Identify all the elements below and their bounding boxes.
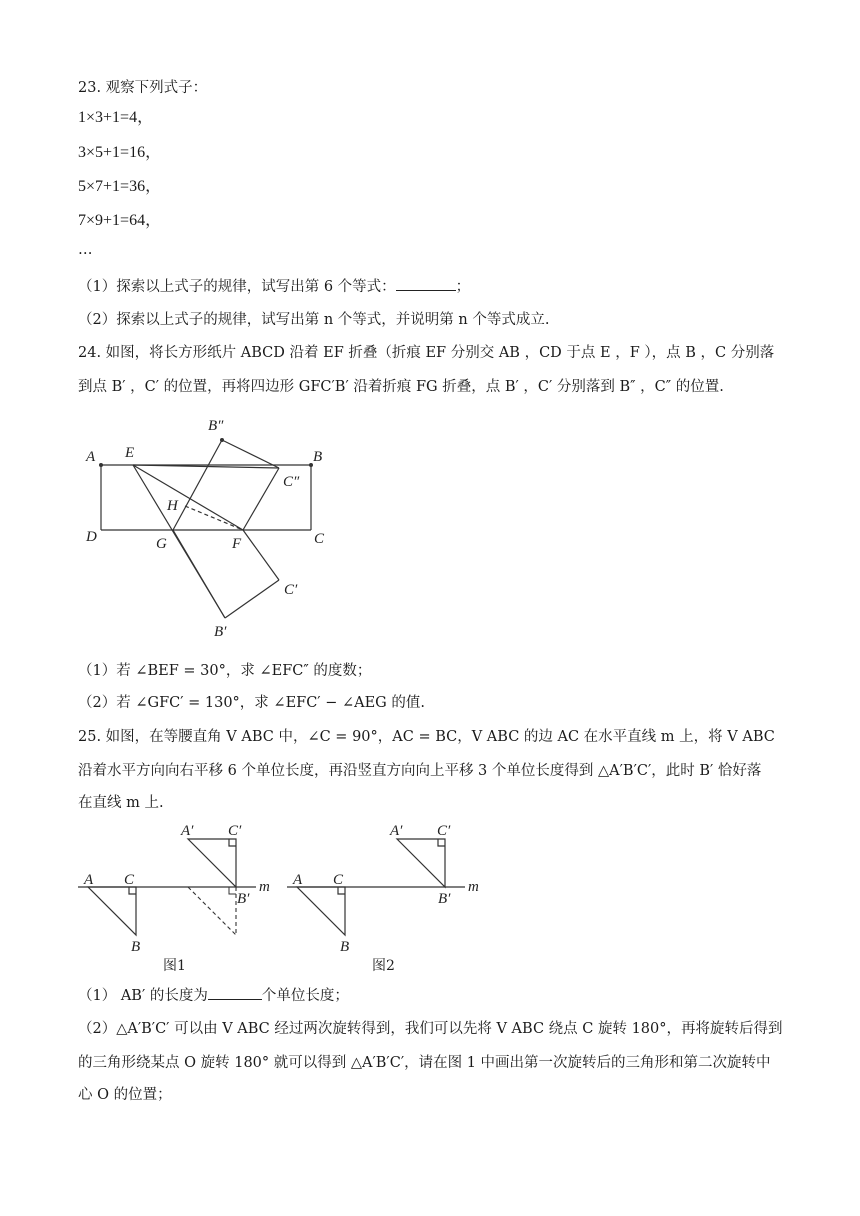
q23-ellipsis: …: [78, 242, 93, 258]
q25-part1: [78, 985, 349, 1006]
fig2-label-B1: B′: [438, 891, 451, 907]
fig24-label-A: A: [86, 449, 96, 465]
q23-part1-end: ；: [455, 279, 471, 295]
fig24-label-B1: B′: [214, 624, 227, 640]
fig1-label-A1: A′: [181, 823, 194, 839]
q25-answer-blank[interactable]: [208, 985, 262, 1000]
fig2-label-B: B: [340, 939, 350, 955]
fig24-label-E: E: [125, 445, 135, 461]
fig2-label-C: C: [333, 872, 344, 888]
fig2-caption: 图2: [372, 958, 395, 974]
q23-eq-3: 5×7+1=36，: [78, 178, 162, 195]
fig2-label-C1: C′: [437, 823, 451, 839]
q23-eq-4: 7×9+1=64，: [78, 212, 162, 229]
fig2-label-A1: A′: [390, 823, 403, 839]
fig24-label-G: G: [156, 536, 167, 552]
q23-part1: [78, 276, 470, 297]
fig1-label-A: A: [84, 872, 94, 888]
q23-answer-blank[interactable]: [396, 276, 456, 291]
fig1-label-C1: C′: [228, 823, 242, 839]
fig24-label-B: B: [313, 449, 323, 465]
fig24-label-H: H: [167, 498, 178, 514]
q25-figures: [70, 815, 490, 980]
fig1-caption: 图1: [163, 958, 186, 974]
q25-part2-line3: 心 O 的位置；: [78, 1087, 172, 1103]
q24-line1: 24. 如图，将长方形纸片 ABCD 沿着 EF 折叠（折痕 EF 分别交 AB ，CD 于点 E ，F ），点 B ，C 分别落: [78, 345, 775, 361]
q23-part1-text: （1）探索以上式子的规律，试写出第 6 个等式：: [78, 279, 396, 295]
fig24-label-C2: C″: [283, 474, 300, 490]
fig24-label-C1: C′: [284, 582, 298, 598]
fig24-label-C: C: [314, 531, 325, 547]
fig1-label-B1: B′: [237, 891, 250, 907]
q25-part2-line1: （2）△A′B′C′ 可以由 V ABC 经过两次旋转得到，我们可以先将 V ABC 绕点 C 旋转 180°，再将旋转后得到: [78, 1021, 783, 1037]
fig1-label-B: B: [131, 939, 141, 955]
q25-part2-line2: 的三角形绕某点 O 旋转 180° 就可以得到 △A′B′C′，请在图 1 中画出第一次旋转后的三角形和第二次旋转中: [78, 1055, 771, 1071]
q23-eq-1: 1×3+1=4，: [78, 109, 154, 126]
q25-line3: 在直线 m 上.: [78, 795, 164, 811]
q24-figure: [80, 410, 340, 640]
q25-line2: 沿着水平方向向右平移 6 个单位长度，再沿竖直方向向上平移 3 个单位长度得到 △A′B′C′，此时 B′ 恰好落: [78, 763, 762, 779]
q25-line1: 25. 如图，在等腰直角 V ABC 中，∠C = 90°，AC = BC，V ABC 的边 AC 在水平直线 m 上，将 V ABC: [78, 729, 775, 745]
q24-part2: （2）若 ∠GFC′ = 130°，求 ∠EFC′ − ∠AEG 的值.: [78, 695, 425, 711]
fig2-label-A: A: [293, 872, 303, 888]
q23-eq-2: 3×5+1=16，: [78, 144, 162, 161]
q23-title: 23. 观察下列式子：: [78, 80, 208, 96]
fig1-label-m: m: [259, 879, 270, 895]
q25-part1-text: （1） AB′ 的长度为: [78, 988, 208, 1004]
q24-line2: 到点 B′ ，C′ 的位置，再将四边形 GFC′B′ 沿着折痕 FG 折叠，点 B′ ，C′ 分别落到 B″ ，C″ 的位置.: [78, 379, 724, 395]
fig1-label-C: C: [124, 872, 135, 888]
fig24-label-D: D: [86, 529, 97, 545]
q25-part1-end: 个单位长度；: [261, 988, 349, 1004]
fig2-label-m: m: [468, 879, 479, 895]
q24-part1: （1）若 ∠BEF = 30°，求 ∠EFC″ 的度数；: [78, 663, 372, 679]
q23-part2: （2）探索以上式子的规律，试写出第 n 个等式，并说明第 n 个等式成立.: [78, 312, 550, 328]
fig24-label-F: F: [232, 536, 242, 552]
fig24-label-B2: B″: [208, 418, 224, 434]
